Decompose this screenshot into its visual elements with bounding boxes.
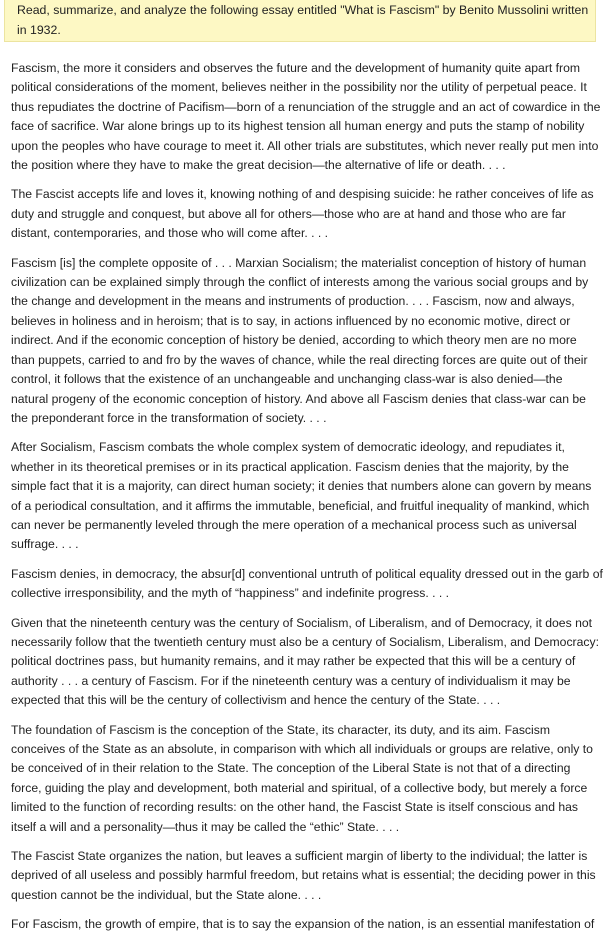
essay-paragraph: After Socialism, Fascism combats the whole complex system of democratic ideology, and repudiates it, whether in its theoretical premises or in its practical application. Fascism denies that the majority, by the simple fact that it is a majority, can direct human society; it denies that numbers alone can govern by means of a periodical consultation, and it affirms the immutable, beneficial, and fruitful inequality of mankind, which can never be permanently leveled through the mere operation of a mechanical process such as universal suffrage. . . . [11,440,592,552]
prompt-message [4,0,596,42]
essay-body [11,59,603,945]
essay-paragraph: Fascism, the more it considers and observes the future and the development of humanity quite apart from political considerations of the moment, believes neither in the possibility nor the utility of perpetual peace. It thus repudiates the doctrine of Pacifism—born of a renunciation of the struggle and an act of cowardice in the face of sacrifice. War alone brings up to its highest tension all human energy and puts the stamp of nobility upon the peoples who have courage to meet it. All other trials are substitutes, which never really put men into the position where they have to make the great decision—the alternative of life or death. . . . [11,61,601,173]
prompt-text: Read, summarize, and analyze the following essay entitled "What is Fascism" by Benito Mussolini written in 1932. [17,3,589,37]
essay-paragraph: For Fascism, the growth of empire, that is to say the expansion of the nation, is an essential manifestation of [11,917,595,932]
essay-paragraph: Fascism [is] the complete opposite of . . . Marxian Socialism; the materialist conception of history of human civilization can be explained simply through the conflict of interests among the various social groups and by the change and development in the means and instruments of production. . . . Fascism, now and always, believes in holiness and in heroism; that is to say, in actions influenced by no economic motive, direct or indirect. And if the economic conception of history be denied, according to which theory men are no more than puppets, carried to and fro by the waves of chance, while the real directing forces are quite out of their control, it follows that the existence of an unchangeable and unchanging class-war is also denied—the natural progeny of the economic conception of history. And above all Fascism denies that class-war can be the preponderant force in the transformation of society. . . . [11,255,589,425]
essay-paragraph: The Fascist accepts life and loves it, knowing nothing of and despising suicide: he rather conceives of life as duty and struggle and conquest, but above all for others—those who are at hand and those who are far distant, contemporaries, and those who will come after. . . . [11,187,594,241]
essay-paragraph: The foundation of Fascism is the conception of the State, its character, its duty, and its aim. Fascism conceives of the State as an absolute, in comparison with which all individuals or groups are relative, only to be conceived of in their relation to the State. The conception of the Liberal State is not that of a directing force, guiding the play and development, both material and spiritual, of a collective body, but merely a force limited to the function of recording results: on the other hand, the Fascist State is itself conscious and has itself a will and a personality—thus it may be called the “ethic” State. . . . [11,722,593,834]
essay-paragraph: Fascism denies, in democracy, the absur[d] conventional untruth of political equality dressed out in the garb of collective irresponsibility, and the myth of “happiness” and indefinite progress. . . . [11,566,603,601]
essay-paragraph: Given that the nineteenth century was the century of Socialism, of Liberalism, and of Democracy, it does not necessarily follow that the twentieth century must also be a century of Socialism, Liberalism, and Democracy: political doctrines pass, but humanity remains, and it may rather be expected that this will be a century of authority . . . a century of Fascism. For if the nineteenth century was a century of individualism it may be expected that this will be the century of collectivism and hence the century of the State. . . . [11,615,599,708]
essay-paragraph: The Fascist State organizes the nation, but leaves a sufficient margin of liberty to the individual; the latter is deprived of all useless and possibly harmful freedom, but retains what is essential; the deciding power in this question cannot be the individual, but the State alone. . . . [11,849,596,902]
